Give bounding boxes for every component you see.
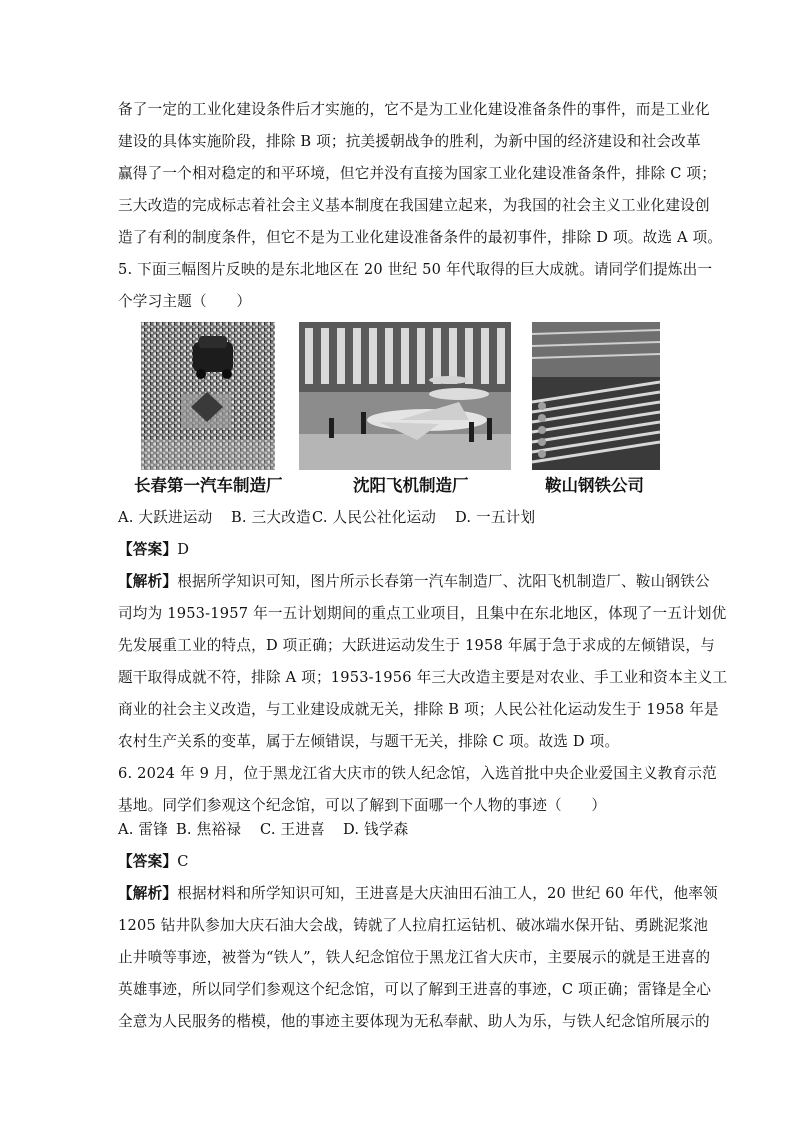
photo-caption: 长春第一汽车制造厂	[134, 476, 283, 495]
analysis-line: 止井喷等事迹，被誉为“铁人”，铁人纪念馆位于黑龙江省大庆市，主要展示的就是王进喜的	[118, 949, 711, 966]
analysis-tag: 【解析】	[118, 573, 178, 590]
analysis-line: 先发展重工业的特点，D 项正确；大跃进运动发生于 1958 年属于急于求成的左倾错误，与	[118, 637, 715, 654]
shenyang-aircraft-photo	[299, 322, 511, 470]
answer-line	[118, 852, 684, 872]
anshan-steel-photo	[532, 322, 660, 470]
question-6-stem: 基地。同学们参观这个纪念馆，可以了解到下面哪一个人物的事迹（ ）	[118, 797, 607, 814]
question-5-stem: 个学习主题（ ）	[118, 293, 252, 310]
question-6-stem: 6. 2024 年 9 月，位于黑龙江省大庆市的铁人纪念馆，入选首批中央企业爱国主义教育示范	[118, 765, 717, 782]
analysis-line: 商业的社会主义改造，与工业建设成就无关，排除 B 项；人民公社化运动发生于 1958 年是	[118, 701, 719, 718]
text-line: 三大改造的完成标志着社会主义基本制度在我国建立起来，为我国的社会主义工业化建设创	[118, 197, 710, 214]
option-c: C. 王进喜	[260, 821, 325, 838]
analysis-line: 题干取得成就不符，排除 A 项；1953-1956 年三大改造主要是对农业、手工业和资本主义工	[118, 669, 728, 686]
text-line: 造了有利的制度条件，但它不是为工业化建设准备条件的最初事件，排除 D 项。故选 A 项。	[118, 229, 723, 246]
answer-tag: 【答案】	[118, 541, 178, 558]
question-5-stem: 5. 下面三幅图片反映的是东北地区在 20 世纪 50 年代取得的巨大成就。请同学们提炼出一	[118, 261, 713, 278]
answer-value: D	[177, 541, 190, 558]
photo-caption: 鞍山钢铁公司	[545, 476, 644, 495]
analysis-line: 农村生产关系的变革，属于左倾错误，与题干无关，排除 C 项。故选 D 项。	[118, 733, 620, 750]
answer-tag: 【答案】	[118, 853, 178, 870]
text-line: 建设的具体实施阶段，排除 B 项；抗美援朝战争的胜利，为新中国的经济建设和社会改革	[118, 133, 701, 150]
analysis-text: 根据材料和所学知识可知，王进喜是大庆油田石油工人，20 世纪 60 年代，他率领	[177, 885, 718, 902]
option-d: D. 一五计划	[455, 509, 536, 526]
analysis-line: 全意为人民服务的楷模，他的事迹主要体现为无私奉献、助人为乐，与铁人纪念馆所展示的	[118, 1013, 710, 1030]
text-line: 赢得了一个相对稳定的和平环境，但它并没有直接为国家工业化建设准备条件，排除 C 项；	[118, 165, 717, 182]
option-d: D. 钱学森	[343, 821, 409, 838]
photo-caption: 沈阳飞机制造厂	[353, 476, 469, 495]
analysis-line	[118, 572, 710, 592]
option-b: B. 三大改造	[231, 509, 311, 526]
analysis-line: 1205 钻井队参加大庆石油大会战，铸就了人拉肩扛运钻机、破冰端水保开钻、勇跳泥浆池	[118, 917, 709, 934]
analysis-line: 英雄事迹，所以同学们参观这个纪念馆，可以了解到王进喜的事迹，C 项正确；雷锋是全心	[118, 981, 712, 998]
option-a: A. 大跃进运动	[118, 509, 213, 526]
option-a: A. 雷锋	[118, 821, 169, 838]
option-b: B. 焦裕禄	[176, 821, 241, 838]
answer-value: C	[177, 853, 189, 870]
analysis-line	[118, 884, 718, 904]
analysis-text: 根据所学知识可知，图片所示长春第一汽车制造厂、沈阳飞机制造厂、鞍山钢铁公	[177, 573, 710, 590]
analysis-line: 司均为 1953-1957 年一五计划期间的重点工业项目，且集中在东北地区，体现了一五计划优	[118, 605, 727, 622]
analysis-tag: 【解析】	[118, 885, 178, 902]
answer-line	[118, 540, 684, 560]
option-c: C. 人民公社化运动	[312, 509, 437, 526]
changchun-factory-photo	[141, 322, 275, 470]
text-line: 备了一定的工业化建设条件后才实施的，它不是为工业化建设准备条件的事件，而是工业化	[118, 101, 710, 118]
